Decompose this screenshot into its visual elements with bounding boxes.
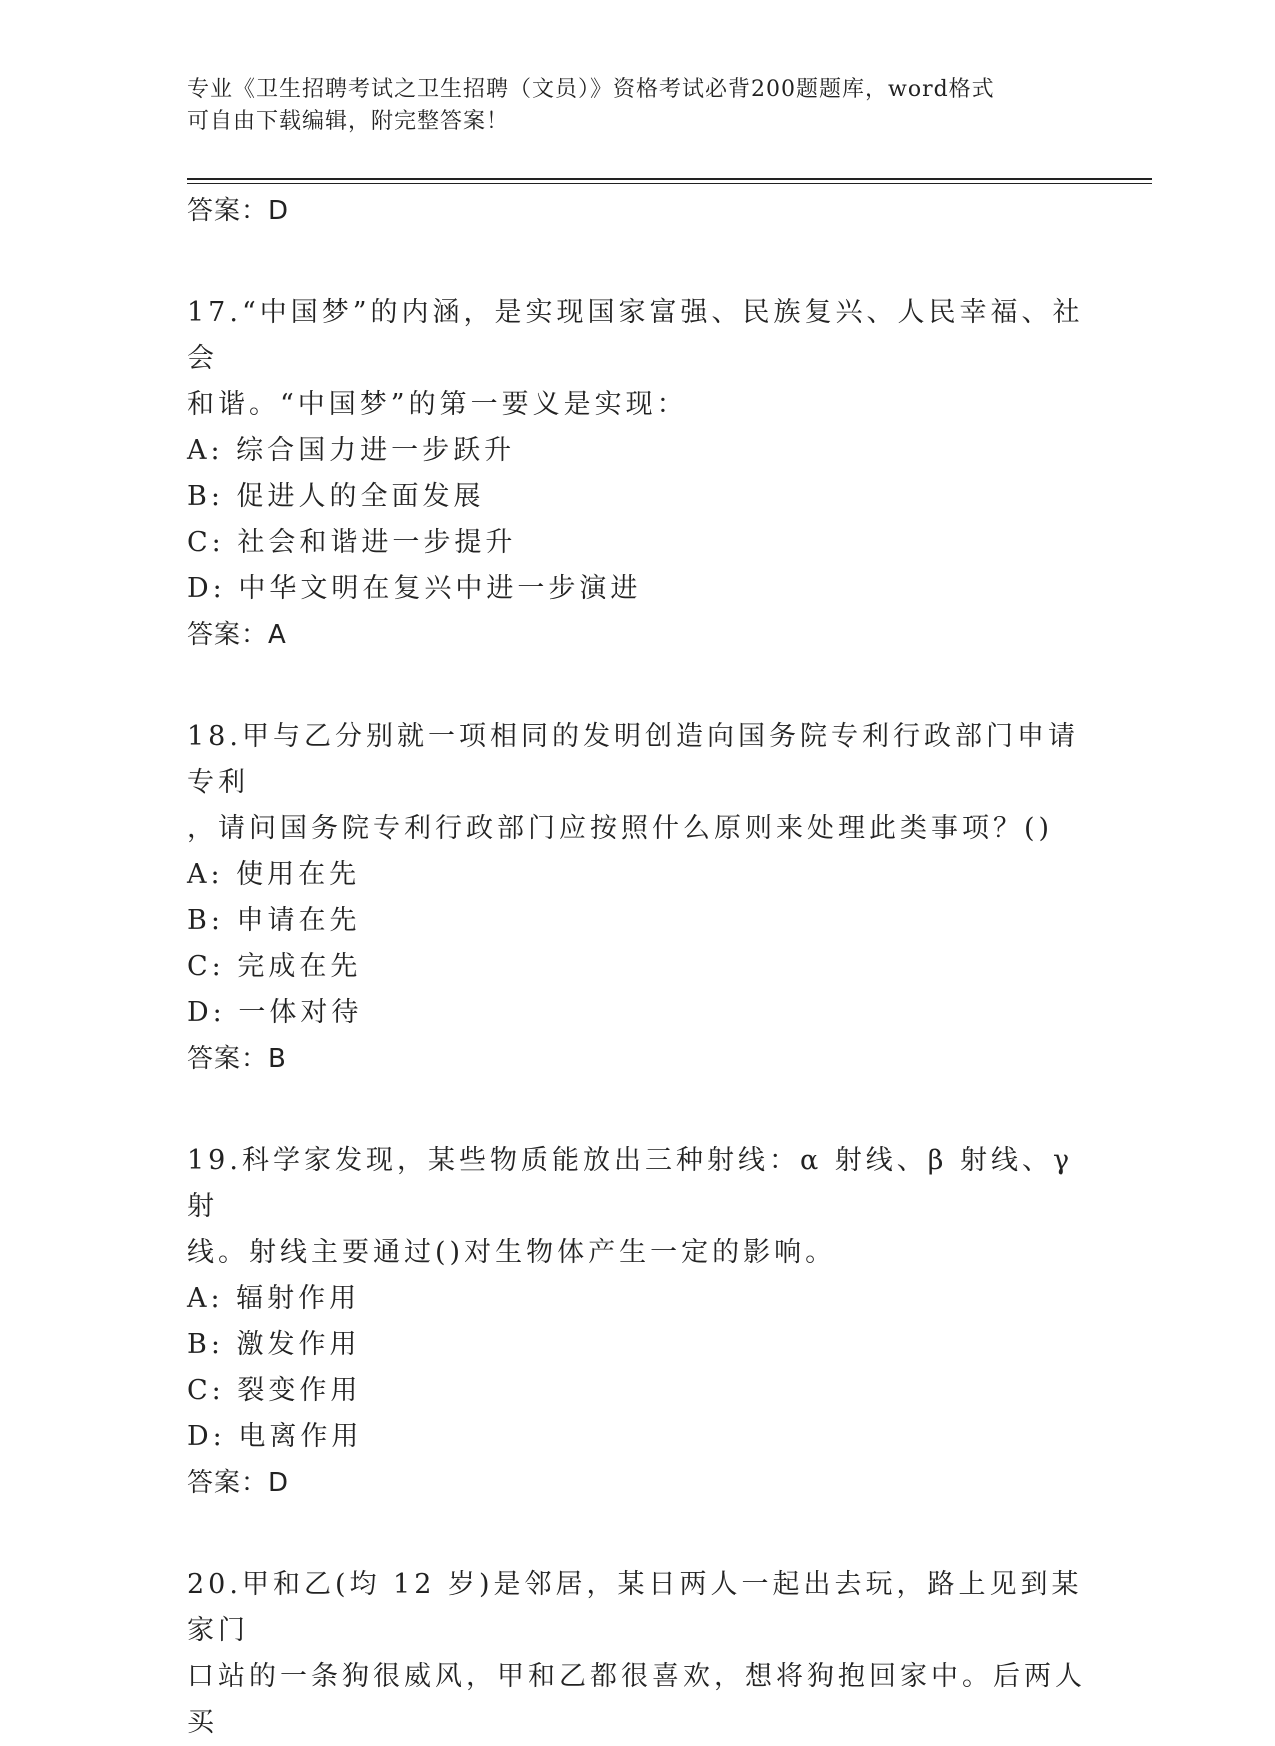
answer: 答案：A [187, 620, 287, 650]
question-text-line: 和谐。“中国梦”的第一要义是实现： [187, 389, 688, 420]
option-a: A: 辐射作用 [187, 1283, 361, 1314]
option-c: C: 社会和谐进一步提升 [187, 527, 517, 558]
question-19 [187, 1138, 1087, 1506]
question-text-line: 线。射线主要通过()对生物体产生一定的影响。 [187, 1237, 837, 1268]
option-a: A: 综合国力进一步跃升 [187, 435, 516, 466]
question-text-line: ，请问国务院专利行政部门应按照什么原则来处理此类事项？() [187, 813, 1054, 844]
option-a: A: 使用在先 [187, 859, 361, 890]
option-b: B: 促进人的全面发展 [187, 481, 485, 512]
header-line-1: 专业《卫生招聘考试之卫生招聘（文员）》资格考试必背200题题库，word格式 [187, 77, 995, 102]
header-rule-thick [187, 178, 1152, 180]
option-d: D: 中华文明在复兴中进一步演进 [187, 573, 642, 604]
question-17 [187, 290, 1087, 658]
option-c: C: 完成在先 [187, 951, 362, 982]
document-header [187, 74, 1067, 138]
question-text-line: 17.“中国梦”的内涵，是实现国家富强、民族复兴、人民幸福、社会 [187, 297, 1084, 374]
question-20 [187, 1562, 1087, 1746]
question-list [187, 188, 1087, 1746]
header-rule-thin [187, 183, 1152, 184]
question-text-line: 20.甲和乙(均 12 岁)是邻居，某日两人一起出去玩，路上见到某家门 [187, 1569, 1083, 1646]
answer: 答案：D [187, 1468, 290, 1498]
question-text-line: 19.科学家发现，某些物质能放出三种射线：α 射线、β 射线、γ 射 [187, 1145, 1074, 1222]
option-d: D: 电离作用 [187, 1421, 363, 1452]
question-text-line: 18.甲与乙分别就一项相同的发明创造向国务院专利行政部门申请专利 [187, 721, 1079, 798]
option-b: B: 申请在先 [187, 905, 361, 936]
answer: 答案：B [187, 1044, 287, 1074]
option-c: C: 裂变作用 [187, 1375, 362, 1406]
option-b: B: 激发作用 [187, 1329, 361, 1360]
previous-answer: 答案：D [187, 196, 290, 226]
option-d: D: 一体对待 [187, 997, 363, 1028]
question-text-line: 口站的一条狗很威风，甲和乙都很喜欢，想将狗抱回家中。后两人买 [187, 1661, 1086, 1738]
header-line-2: 可自由下载编辑，附完整答案！ [187, 109, 510, 134]
question-18 [187, 714, 1087, 1082]
